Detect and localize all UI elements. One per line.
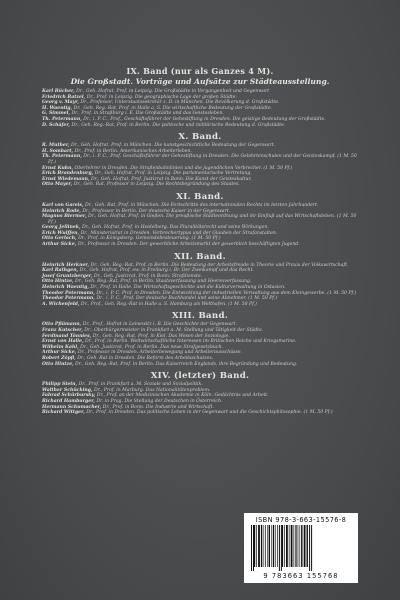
entry-text: Dr., Geh. Reg.-Rat, Prof. in Halle a. S. Die wirtschaftliche Bedeutung der Großstädte. bbox=[72, 105, 273, 111]
entry-author: Th. Petermann, bbox=[42, 116, 82, 122]
entry-author: Wilhelm Kahl, bbox=[42, 344, 79, 350]
entry-text: Dr., Prof. in Dresden. Das politische Leben in der Gegenwart und die Geschichtsphilosophie. (1 M. 50 Pf.) bbox=[84, 410, 333, 416]
entry-author: Fahrad Schürbursky, bbox=[42, 393, 96, 399]
entry-author: Josef Gruntzberger, bbox=[42, 273, 93, 279]
entry-text: Dr., Geh. Hofrat, Prof. in Leipzig. Die Großstädte in Vergangenheit und Gegenwart bbox=[74, 89, 270, 94]
entry-text: Dr., Geh. Reg.-Rat, Prof. in Berlin. Die politische und militärische Bedeutung d. Großstädte. bbox=[70, 122, 286, 128]
entry-text: Dr., Professor in Dresden. Der gewerbliche Arbeitsmarkt der gewerblich beschäftigten Jugend. bbox=[76, 242, 300, 248]
entry-author: Hermann Schumacher, bbox=[42, 404, 102, 410]
entry-author: Otto Hintze, bbox=[42, 279, 74, 285]
entry-author: Georg Jellinek, bbox=[42, 225, 81, 231]
entry-text: Dr., Geh. Rat, Professor in Leipzig. Die Rechtsbegründung des Staates. bbox=[72, 182, 240, 188]
list-item bbox=[42, 214, 358, 225]
entry-author: Erich Brandenburg, bbox=[42, 171, 94, 177]
entry-text: Dr., Ministerialrat in Dresden. Verbrechertypus und der Glauben der Strafanstalten. bbox=[79, 230, 278, 236]
entry-text: Dr., Prof. in Marburg. Das Nationalitätenproblem. bbox=[92, 387, 211, 393]
entry-author: Otto Pflümann, bbox=[42, 322, 82, 328]
entry-author: Ernst von Halle, bbox=[42, 339, 84, 345]
entry-text: Dr., Prof. in Frankfurt a. M. Soziale und Sozialpolitik. bbox=[77, 382, 203, 388]
entry-text: Dr., Professor in Dresden. Arbeiterbewegung und Arbeiterausschüsse. bbox=[76, 350, 243, 356]
entry-text: Dr., Geh. Hofrat, Prof. ew. in Freiburg i. Br. Der Zweikampf und das Recht. bbox=[78, 268, 254, 274]
entry-text: Dr., Prof. in Leipzig. Die geographische Lage der großen Städte. bbox=[85, 94, 237, 100]
volume-subtitle: Die Großstadt. Vorträge und Aufsätze zur Städteausstellung. bbox=[70, 77, 330, 86]
barcode-digits: 9 783663 155768 bbox=[263, 572, 339, 580]
entry-author: Ferdinand Tönnies, bbox=[42, 333, 92, 339]
entry-author: Theodor Petermann, bbox=[42, 290, 95, 296]
volume-heading: X. Band. bbox=[178, 132, 222, 143]
list-item bbox=[42, 410, 358, 416]
entry-text: Dr., Geh. Hofrat, Prof. Justizrat in Bonn. Die Kunst der Geisteskultur. bbox=[89, 176, 252, 182]
entry-text: Dr. in Prag. Die Stellung der Deutschen in Österreich. bbox=[94, 398, 223, 404]
entry-text: Oberlehrer in Dresden. Die Straßenbahnlinien und die jugendlichen Verbrecher. (1 M. 50 Pf.) bbox=[73, 165, 293, 171]
entry-text: Dr., i. P. C., Prof. Der deutsche Buchhandel und seine Abnehmer. (1 M. 50 Pf.) bbox=[94, 296, 278, 302]
entry-text: Dr., Prof. in Königsberg. Gemeindebesteuerung. (1 M. 50 Pf.) bbox=[76, 236, 221, 242]
entry-text: Dr., Prof. in Bonn. Die Industrie und Wirtschaft. bbox=[101, 404, 214, 410]
entry-author: Karl Rathgen, bbox=[42, 268, 79, 274]
entry-text: Dr., i. P. C., Prof., Geschäftsführer der Gehestiftung in Dresden. Die geistige Bedeutung der Großstädte. bbox=[81, 116, 326, 122]
entry-author: Karl Bücher, bbox=[42, 89, 75, 94]
list-item bbox=[42, 182, 358, 188]
entry-text: Dr., Geh. Hofrat, Prof. in Heidelberg. Das Pluralitätsrecht und seine Wirkungen. bbox=[80, 225, 269, 231]
volume-entries bbox=[42, 263, 358, 308]
entry-author: Ernst Kuhn, bbox=[42, 165, 74, 171]
entry-text: Dr., Geh. Reg.-Rat, Prof. in Berlin. Die Bedeutung der Arbeitsfreude in Theorie und Praxis der Volkswirtschaft. bbox=[89, 262, 349, 268]
entry-text: Dr., Geh. Hofrat, Prof. in Gießen. Die preußische Städteordnung und ihr Einfluß auf das Wirtschaftsleben. (1 M. 50 Pf.) bbox=[48, 214, 357, 225]
entry-text: Dr., i. P. C., Prof. Geschäftsführer der Gehestiftung in Dresden. Die Gelehrtenschulen und der Geisteskampf. (1 M. 50 Pf.) bbox=[48, 154, 357, 165]
entry-author: Friedrich Ratzel, bbox=[42, 94, 86, 100]
isbn-barcode-box bbox=[244, 513, 358, 583]
entry-author: Heinrich Waentig, bbox=[42, 285, 89, 291]
entry-text: Dr., Geh. Justizrat, Prof. in Berlin. Das neue Strafgesetzbuch. bbox=[78, 344, 223, 350]
entry-author: Arthur Sicke, bbox=[42, 350, 77, 356]
entry-author: Theodor Petermann, bbox=[42, 296, 95, 302]
entry-author: Richard Wittger, bbox=[42, 410, 85, 416]
entry-text: Dr., Prof. in Berlin. Weltwirtschaftliche Interessen im Britischen Reiche und Kriegsmarine. bbox=[83, 339, 297, 345]
entry-text: Dr., Geh. Hofrat, Prof. in München. Die kunstgeschichtliche Bedeutung der Gegenwart. bbox=[69, 143, 275, 149]
entry-author: Franz Kutscher, bbox=[42, 328, 83, 333]
entry-author: H. Sombart, bbox=[42, 148, 74, 154]
entry-author: Walther Schücking, bbox=[42, 387, 93, 393]
entry-author: Magnus Biermer, bbox=[42, 214, 87, 220]
entry-text: Dr., Professor, Unterstaatssekretär z. D. in München. Die Bevölkerung d. Großstädte. bbox=[78, 100, 280, 106]
entry-author: Arthur Sicke, bbox=[42, 242, 77, 248]
list-item bbox=[42, 362, 358, 368]
entry-text: Dr., Professor in Berlin. Der deutsche Kaiser in der Gegenwart. bbox=[80, 208, 231, 214]
list-item bbox=[42, 242, 358, 248]
volume-heading: XIV. (letzter) Band. bbox=[150, 371, 250, 382]
entry-text: Dr., Geh. Reg.-Rat, Prof. in Berlin. Staatsverfassung und Heeresverfassung. bbox=[73, 279, 252, 285]
volume-heading: XII. Band. bbox=[174, 251, 226, 262]
entry-author: Ernst Wiedemann, bbox=[42, 176, 90, 182]
volume-heading: IX. Band (nur als Ganzes 4 M). bbox=[126, 66, 274, 76]
entry-author: D. Schäfer, bbox=[42, 122, 71, 128]
entry-text: Dr., Geh. Rat in Dresden. Die Reform des Arbeitsschutzes. bbox=[75, 355, 214, 361]
entry-text: Dr., Prof. in Straßburg i. E. Die Großstädte und das Geistesleben. bbox=[70, 111, 224, 117]
entry-text: Dr., i. P. C. Prof. in Dresden. Die Entwicklung der industriellen Verwaltung aus dem Kleingewerbe. (1 M. 50 Pf.) bbox=[94, 290, 357, 296]
entry-text: Dr., Prof. an der Medizinischen Akademie in Köln. Gedächtnis und Arbeit. bbox=[95, 393, 269, 399]
volume-entries bbox=[42, 143, 358, 188]
entry-author: Th. Petermann, bbox=[42, 154, 82, 160]
entry-author: R. Muther, bbox=[42, 143, 70, 149]
entry-text: Dr., Geh. Hofrat, Prof. in Leipzig. Die parlamentarische Vertretung. bbox=[93, 171, 252, 177]
list-item bbox=[42, 154, 358, 165]
entry-author: Otto Mayer, bbox=[42, 182, 73, 188]
volume-entries bbox=[42, 203, 358, 248]
entry-text: Dr., Oberbürgermeister in Frankfurt a. M. Stellung und Tätigkeit der Städte. bbox=[82, 328, 264, 333]
volume-heading: XI. Band. bbox=[176, 191, 224, 202]
entry-author: Robert Zöpfl, bbox=[42, 355, 76, 361]
entry-text: Dr., Prof., Geh. Reg.-Rat in Halle a. S. Hamburg als Welthafen. (1 M. 50 Pf.) bbox=[79, 301, 257, 307]
entry-author: Erich Wulffen, bbox=[42, 230, 80, 236]
volume-list bbox=[42, 66, 358, 416]
barcode-icon bbox=[249, 525, 353, 571]
entry-author: Richard Hamburger, bbox=[42, 398, 95, 404]
entry-author: A. Wichenfeld, bbox=[42, 301, 80, 307]
entry-text: Dr., Geh. Reg.-Rat, Prof. in Kiel. Das Wesen der Soziologie. bbox=[91, 333, 230, 339]
entry-text: Dr., Prof. in Halle. Die Wirtschaftsgeschichte und die Kulturverwaltung in Ostasien. bbox=[88, 285, 286, 291]
list-item bbox=[42, 123, 358, 129]
entry-author: Otto Gerlach, bbox=[42, 236, 77, 242]
volume-entries bbox=[42, 322, 358, 367]
volume-entries bbox=[42, 89, 358, 128]
entry-author: H. Waentig, bbox=[42, 105, 73, 111]
entry-text: Dr., Geh. Justizrat, Prof. in Bonn. Strafdienste. bbox=[92, 273, 203, 279]
entry-author: Karl von Gareis, bbox=[42, 202, 84, 208]
entry-text: Dr., Prof., Hofrat in Leinewitz i. B. Die Geschichte der Gegenwart. bbox=[81, 322, 237, 328]
entry-author: Georg v. Mayr, bbox=[42, 100, 79, 106]
entry-author: Heinrich Rode, bbox=[42, 208, 81, 214]
isbn-label: ISBN 978-3-663-15576-8 bbox=[255, 516, 347, 524]
entry-text: Dr., Prof. in Berlin. Amerikanisches Arbeiterleben. bbox=[73, 148, 192, 154]
entry-author: Philipp Stein, bbox=[42, 382, 78, 388]
volume-heading: XIII. Band. bbox=[171, 311, 229, 322]
entry-text: Dr., Geh. Reg.-Rat, Prof. in Berlin. Das Kaiserreich Englands, ihre Begründung und Bedeutung. bbox=[73, 361, 298, 367]
entry-author: Heinrich Herkner, bbox=[42, 262, 90, 268]
entry-author: Otto Hintze, bbox=[42, 361, 74, 367]
entry-author: G. Simmel, bbox=[42, 111, 71, 117]
list-item bbox=[42, 302, 358, 308]
volume-entries bbox=[42, 382, 358, 416]
entry-text: Dr., Geh. Rat, Prof. in München. Die Fortschritte des internationalen Rechts im letzten Jahrhundert. bbox=[83, 202, 319, 208]
